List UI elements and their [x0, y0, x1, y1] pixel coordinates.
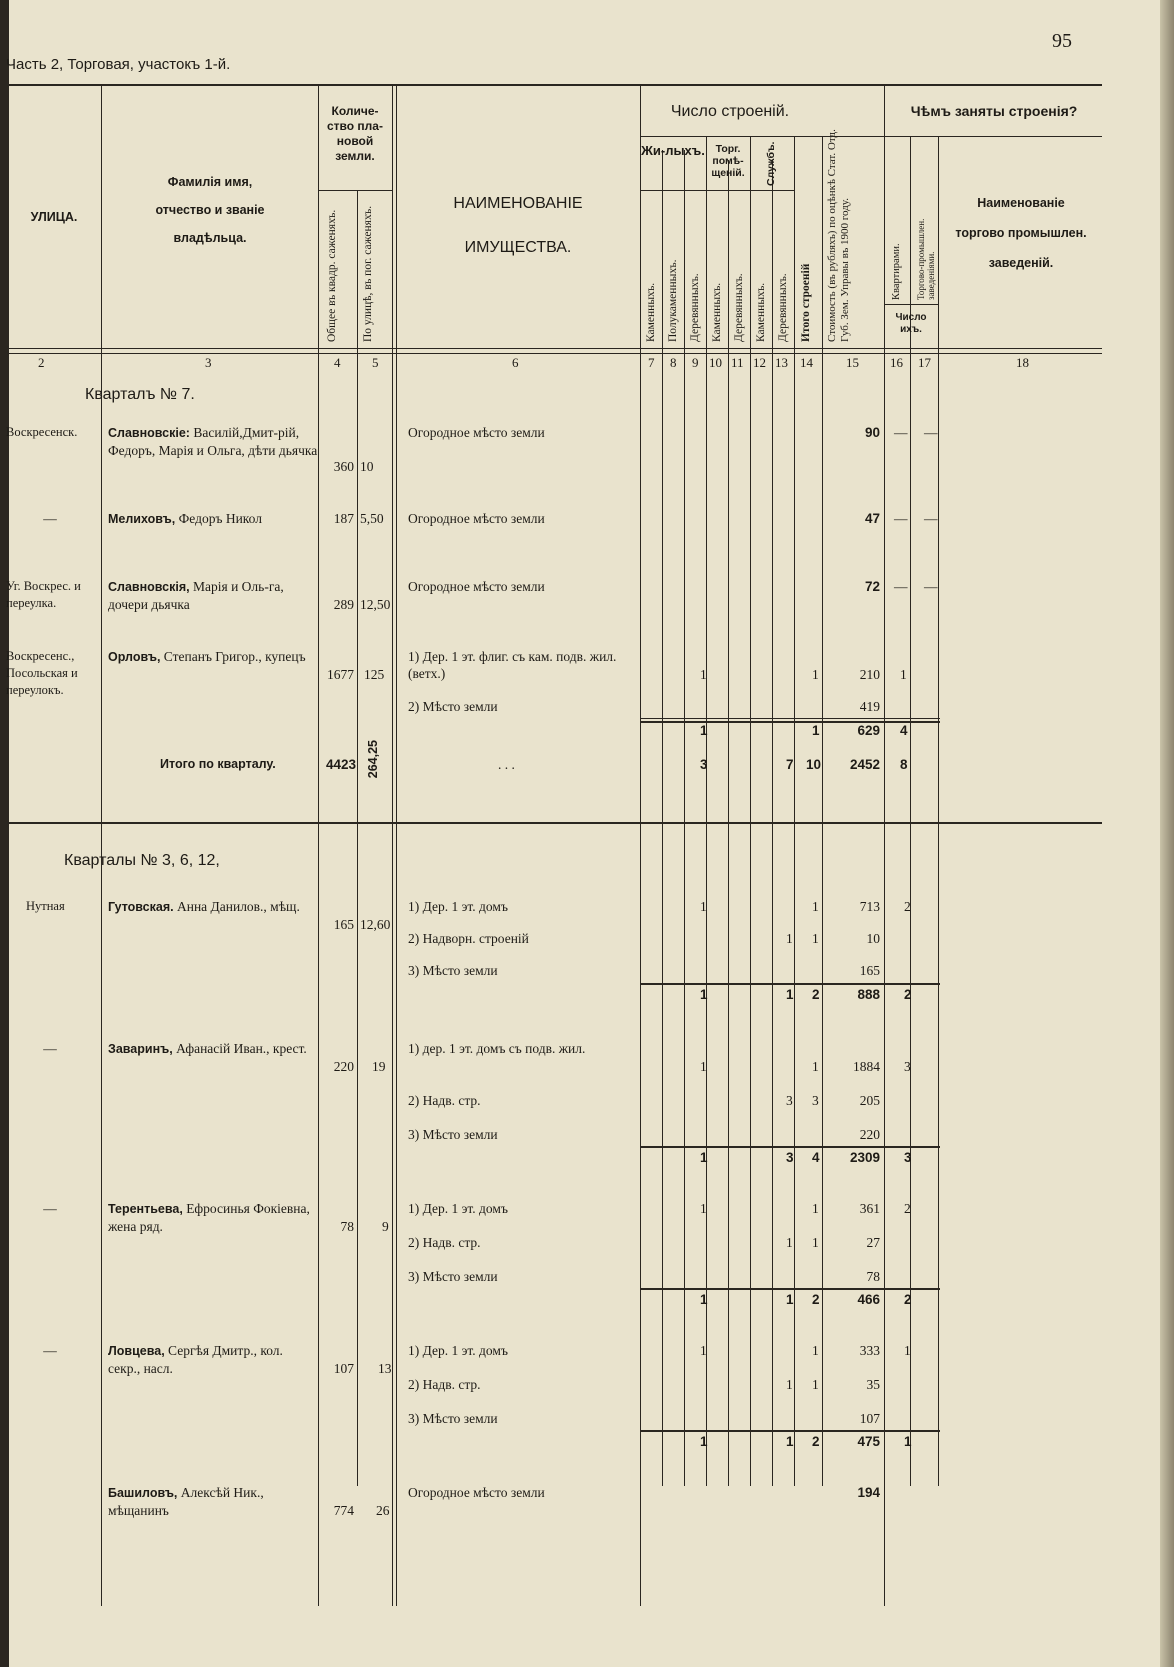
cell-13: 3	[786, 1093, 793, 1108]
sum-14: 2	[812, 987, 820, 1002]
header-total-buildings: Итого строеній	[800, 263, 812, 342]
owner-cell: Орловъ, Степанъ Григор., купецъ	[108, 649, 306, 664]
value-cell: 10	[866, 931, 880, 946]
sum-value: 888	[857, 987, 880, 1002]
property-item: 3) Мѣсто земли	[408, 1411, 498, 1426]
total-value: 2452	[849, 757, 880, 772]
header-trade-est: Торгово-промышлен. заведеніями.	[916, 218, 936, 300]
cell-16: 2	[904, 899, 911, 914]
value-cell: 205	[859, 1093, 880, 1108]
sum-value: 475	[857, 1434, 880, 1449]
block-total-label: Итого по кварталу.	[160, 757, 276, 771]
page-number: 95	[1052, 30, 1072, 52]
header-land-qty: Количе-ство пла-новой земли.	[327, 104, 383, 163]
dash: —	[924, 425, 938, 440]
header-bottom-rule-2	[6, 353, 1102, 354]
col-num: 6	[512, 355, 519, 370]
street-cell: Воскресенс., Посольская и переулокъ.	[6, 649, 78, 697]
sum-16: 4	[900, 723, 908, 738]
land-front: 12,50	[360, 597, 391, 612]
land-front: 19	[372, 1059, 386, 1074]
land-total: 165	[333, 917, 354, 932]
land-front: 12,60	[360, 917, 391, 932]
property-item: 2) Надв. стр.	[408, 1377, 481, 1392]
property-item: Огородное мѣсто земли	[408, 425, 545, 440]
sum-14: 4	[812, 1150, 820, 1165]
cell-14: 1	[812, 667, 819, 682]
sum-16: 3	[904, 1150, 912, 1165]
cell-16: 1	[904, 1343, 911, 1358]
dash: —	[924, 511, 938, 526]
property-item: 1) Дер. 1 эт. домъ	[408, 899, 508, 914]
header-buildings-count: Число строеній.	[670, 103, 790, 120]
property-item: 3) Мѣсто земли	[408, 1127, 498, 1142]
land-total: 78	[340, 1219, 354, 1234]
subtotal-rule	[640, 1288, 940, 1290]
value-cell: 333	[859, 1343, 880, 1358]
land-total: 220	[333, 1059, 354, 1074]
value-cell: 78	[866, 1269, 880, 1284]
total-13: 7	[786, 757, 794, 772]
cell-14: 1	[812, 1343, 819, 1358]
cell-9: 1	[700, 1343, 707, 1358]
header-trade-name: Наименованіе торгово промышлен. заведеній.	[955, 196, 1087, 270]
sum-13: 1	[786, 1434, 794, 1449]
col-num: 15	[846, 355, 859, 370]
property-item: 2) Надворн. строеній	[408, 931, 529, 946]
sum-value: 466	[857, 1292, 880, 1307]
land-total: 774	[333, 1503, 354, 1518]
property-item: 2) Надв. стр.	[408, 1093, 481, 1108]
col-line	[662, 150, 663, 1486]
value-cell: 47	[864, 511, 880, 526]
property-item: 1) Дер. 1 эт. флиг. съ кам. подв. жил. (ветх.)	[408, 649, 617, 681]
col-line	[318, 1486, 319, 1606]
cell-9: 1	[700, 1201, 707, 1216]
total-16: 8	[900, 757, 908, 772]
property-item: Огородное мѣсто земли	[408, 579, 545, 594]
sum-9: 1	[700, 1292, 708, 1307]
subtotal-rule	[640, 1146, 940, 1148]
cell-14: 1	[812, 1059, 819, 1074]
street-cell: Воскресенск.	[6, 425, 78, 439]
subtotal-rule	[640, 721, 940, 723]
col-line	[822, 136, 823, 1486]
cell-16: 2	[904, 1201, 911, 1216]
header-bottom-rule	[6, 348, 1102, 349]
header-count: Число ихъ.	[895, 312, 927, 335]
cell-13: 1	[786, 931, 793, 946]
col-num: 2	[38, 355, 45, 370]
property-item: 2) Надв. стр.	[408, 1235, 481, 1250]
land-total: 289	[333, 597, 354, 612]
header-value: Стоимость (въ рубляхъ) по оцѣнкѣ Стат. Отд. Губ. Зем. Управы въ 1900 году.	[826, 129, 851, 342]
col-num: 9	[692, 355, 699, 370]
col-num: 14	[800, 355, 813, 370]
owner-cell: Мелиховъ, Федоръ Никол	[108, 511, 262, 526]
value-cell: 27	[866, 1235, 880, 1250]
col-line	[101, 1486, 102, 1606]
col-line	[884, 86, 885, 1486]
total-9: 3	[700, 757, 708, 772]
property-item: Огородное мѣсто земли	[408, 511, 545, 526]
sum-13: 3	[786, 1150, 794, 1165]
sum-16: 2	[904, 1292, 912, 1307]
cell-9: 1	[700, 1059, 707, 1074]
table-top-rule	[6, 84, 1102, 86]
header-rule	[640, 190, 794, 191]
col-num: 13	[775, 355, 788, 370]
value-cell: 419	[859, 699, 880, 714]
block-title: Кварталъ № 7.	[85, 386, 195, 403]
cell-14: 1	[812, 1377, 819, 1392]
street-cell: —	[43, 1201, 57, 1216]
value-cell: 165	[859, 963, 880, 978]
col-num: 18	[1016, 355, 1029, 370]
dash: —	[894, 579, 908, 594]
cell-13: 1	[786, 1377, 793, 1392]
block-total-dots: . . .	[498, 757, 515, 772]
header-land-street: По улицѣ, въ пог. саженяхъ.	[362, 205, 374, 342]
land-total: 360	[333, 459, 354, 474]
block-separator	[6, 822, 1102, 824]
col-line	[396, 86, 397, 1486]
header-sub-col-8: Полукаменныхъ.	[667, 259, 679, 342]
cell-9: 1	[700, 667, 707, 682]
owner-cell: Славновскія, Марія и Оль-га, дочери дьячка	[108, 579, 284, 612]
col-line	[318, 86, 319, 1486]
header-trade: Торг. помѣ-щеній.	[711, 143, 745, 179]
col-line	[706, 136, 707, 1486]
cell-14: 1	[812, 931, 819, 946]
page-edge	[1160, 0, 1174, 1667]
sum-16: 1	[904, 1434, 912, 1449]
street-cell: —	[43, 1343, 57, 1358]
subtotal-rule	[640, 718, 940, 719]
block-total-land: 4423	[325, 757, 356, 772]
col-line	[910, 136, 911, 1486]
header-property: НАИМЕНОВАНІЕ ИМУЩЕСТВА.	[453, 195, 583, 256]
col-num: 12	[753, 355, 766, 370]
owner-cell: Ловцева, Сергѣя Дмитр., кол. секр., насл.	[108, 1343, 283, 1376]
binding-edge	[0, 0, 9, 1667]
cell-14: 3	[812, 1093, 819, 1108]
cell-13: 1	[786, 1235, 793, 1250]
col-num: 5	[372, 355, 379, 370]
sum-13: 1	[786, 1292, 794, 1307]
header-service: Службъ.	[765, 141, 777, 186]
block-title: Кварталы № 3, 6, 12,	[64, 852, 220, 869]
property-item: 1) Дер. 1 эт. домъ	[408, 1343, 508, 1358]
header-rule	[884, 304, 938, 305]
header-rule	[318, 190, 392, 191]
header-street: УЛИЦА.	[30, 210, 78, 224]
sum-value: 2309	[849, 1150, 880, 1165]
col-line	[392, 86, 393, 1486]
col-line	[684, 150, 685, 1486]
block-total-front: 264,25	[366, 740, 380, 779]
header-apartments: Квартирами.	[891, 243, 902, 300]
cell-14: 1	[812, 899, 819, 914]
header-sub-col-10: Каменныхъ.	[711, 282, 723, 342]
col-num: 4	[334, 355, 341, 370]
street-cell: Нутная	[26, 899, 65, 913]
property-item: 3) Мѣсто земли	[408, 1269, 498, 1284]
property-item: 1) Дер. 1 эт. домъ	[408, 1201, 508, 1216]
land-front: 125	[364, 667, 385, 682]
value-cell: 361	[859, 1201, 880, 1216]
col-num: 10	[709, 355, 722, 370]
land-front: 10	[360, 459, 374, 474]
sum-14: 1	[812, 723, 820, 738]
cell-14: 1	[812, 1235, 819, 1250]
cell-16: 1	[900, 667, 907, 682]
land-front: 9	[382, 1219, 389, 1234]
col-num: 8	[670, 355, 677, 370]
cell-9: 1	[700, 899, 707, 914]
header-land-total: Общее въ квадр. саженяхъ.	[326, 209, 338, 342]
col-num: 16	[890, 355, 903, 370]
header-sub-col-12: Каменныхъ.	[755, 282, 767, 342]
col-line	[750, 136, 751, 1486]
sum-13: 1	[786, 987, 794, 1002]
value-cell: 35	[866, 1377, 880, 1392]
header-sub-col-7: Каменныхъ.	[645, 282, 657, 342]
value-cell: 72	[864, 579, 880, 594]
col-line	[357, 190, 358, 1486]
sum-14: 2	[812, 1434, 820, 1449]
value-cell: 713	[859, 899, 880, 914]
sum-9: 1	[700, 723, 708, 738]
header-sub-col-11: Деревянныхъ.	[733, 273, 745, 342]
running-head: Часть 2, Торговая, участокъ 1-й.	[6, 56, 231, 73]
value-cell: 90	[864, 425, 880, 440]
street-cell: Уг. Воскрес. и переулка.	[6, 579, 81, 610]
land-front: 26	[376, 1503, 390, 1518]
land-total: 1677	[327, 667, 354, 682]
col-line	[640, 86, 641, 1486]
sum-9: 1	[700, 1150, 708, 1165]
col-num: 17	[918, 355, 931, 370]
header-owner: Фамилія имя, отчество и званіе владѣльца.	[155, 175, 265, 245]
subtotal-rule	[640, 1430, 940, 1432]
cell-16: 3	[904, 1059, 911, 1074]
dash: —	[894, 511, 908, 526]
col-line	[884, 1486, 885, 1606]
header-sub-col-13: Деревянныхъ.	[777, 273, 789, 342]
property-item: 3) Мѣсто земли	[408, 963, 498, 978]
value-cell: 1884	[853, 1059, 880, 1074]
header-occupied: Чѣмъ заняты строенія?	[910, 103, 1078, 119]
col-line	[938, 136, 939, 1486]
land-front: 5,50	[360, 511, 384, 526]
col-line	[794, 136, 795, 1486]
sum-16: 2	[904, 987, 912, 1002]
land-total: 187	[333, 511, 354, 526]
col-num: 11	[731, 355, 744, 370]
owner-cell: Терентьева, Ефросинья Фокіевна, жена ряд.	[108, 1201, 310, 1234]
col-line	[392, 1486, 393, 1606]
col-line	[640, 1486, 641, 1606]
land-front: 13	[378, 1361, 392, 1376]
owner-cell: Заваринъ, Афанасій Иван., крест.	[108, 1041, 307, 1056]
owner-cell: Башиловъ, Алексѣй Ник., мѣщанинъ	[108, 1485, 264, 1518]
value-cell: 107	[859, 1411, 880, 1426]
property-item: Огородное мѣсто земли	[408, 1485, 545, 1500]
owner-cell: Гутовская. Анна Данилов., мѣщ.	[108, 899, 300, 914]
dash: —	[924, 579, 938, 594]
total-14: 10	[806, 757, 822, 772]
sum-value: 629	[857, 723, 880, 738]
property-item: 1) дер. 1 эт. домъ съ подв. жил.	[408, 1041, 586, 1056]
street-cell: —	[43, 1041, 57, 1056]
header-rule	[884, 136, 1102, 137]
value-cell: 220	[859, 1127, 880, 1142]
col-line	[101, 86, 102, 1486]
col-num: 7	[648, 355, 655, 370]
col-line	[396, 1486, 397, 1606]
sum-9: 1	[700, 1434, 708, 1449]
col-num: 3	[205, 355, 212, 370]
sum-9: 1	[700, 987, 708, 1002]
property-item: 2) Мѣсто земли	[408, 699, 498, 714]
header-sub-col-9: Деревянныхъ.	[689, 273, 701, 342]
street-cell: —	[43, 511, 57, 526]
value-cell: 194	[857, 1485, 880, 1500]
header-living: Жи-лыхъ.	[641, 143, 705, 158]
cell-14: 1	[812, 1201, 819, 1216]
subtotal-rule	[640, 983, 940, 985]
dash: —	[894, 425, 908, 440]
sum-14: 2	[812, 1292, 820, 1307]
owner-cell: Славновскіе: Василій,Дмит-рій, Федоръ, Марія и Ольга, дѣти дьячка	[108, 425, 318, 458]
land-total: 107	[333, 1361, 354, 1376]
value-cell: 210	[859, 667, 880, 682]
